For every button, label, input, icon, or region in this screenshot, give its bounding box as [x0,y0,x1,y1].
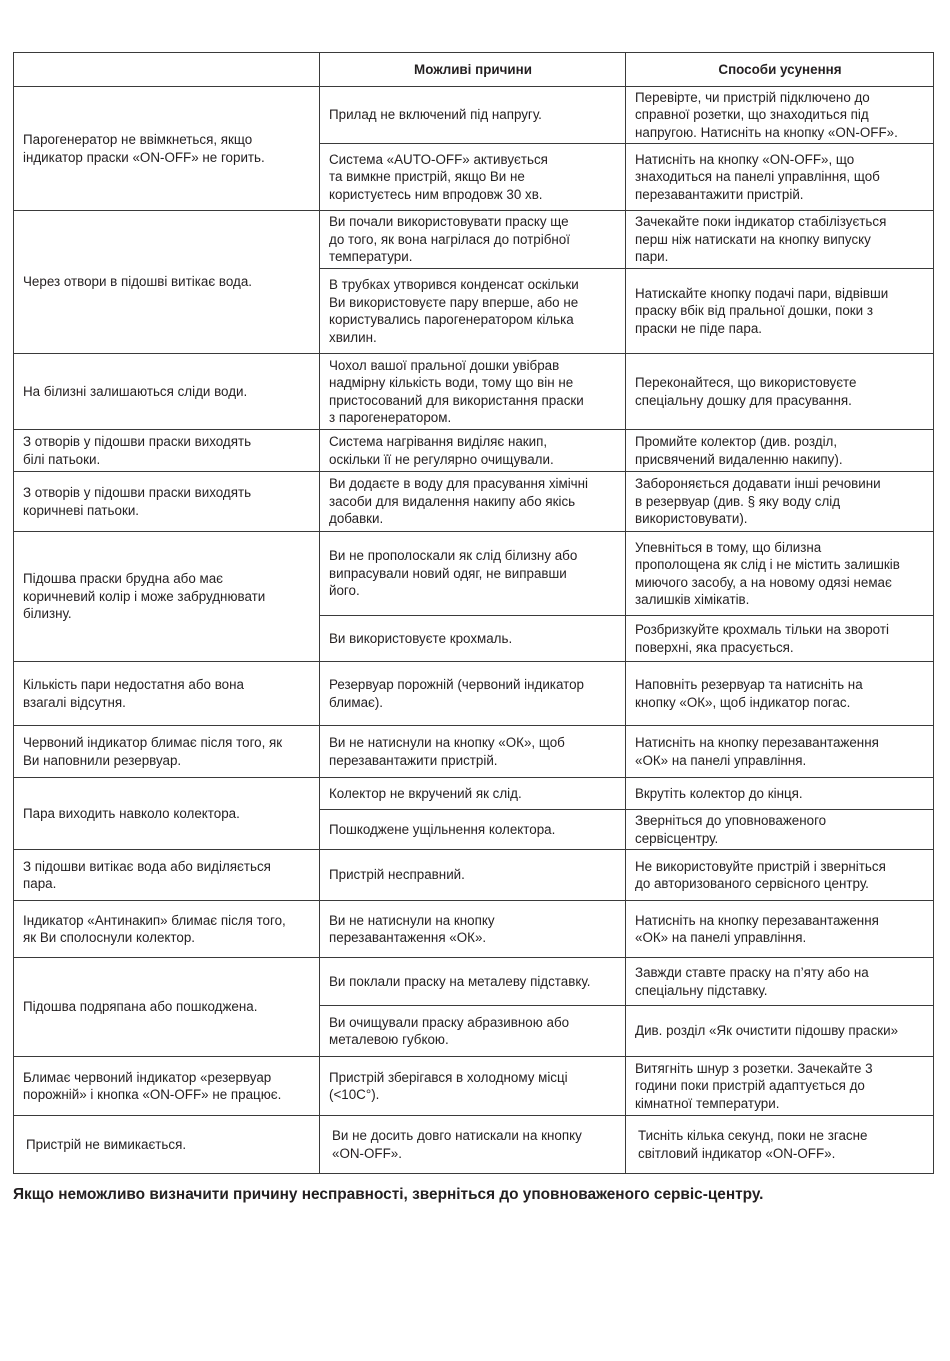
service-center-note: Якщо неможливо визначити причину несправності, зверніться до уповноваженого сервіс-центру. [13,1186,764,1203]
solution-cell: Вкрутіть колектор до кінця. [626,778,934,810]
table-header-row [14,53,934,87]
cause-cell: Резервуар порожній (червоний індикатор блимає). [320,662,626,726]
problem-cell: Червоний індикатор блимає після того, як Ви наповнили резервуар. [14,726,320,778]
solution-cell: Натисніть на кнопку перезавантаження «ОК» на панелі управління. [626,901,934,958]
cause-cell: Система «AUTO-OFF» активується та вимкне пристрій, якщо Ви не користуєтесь ним впродовж 30 хв. [320,144,626,211]
solution-cell: Тисніть кілька секунд, поки не згасне світловий індикатор «ON-OFF». [626,1116,934,1174]
table-row [14,532,934,616]
problem-cell: Пара виходить навколо колектора. [14,778,320,850]
problem-cell: З отворів у підошви праски виходять коричневі патьоки. [14,472,320,532]
solution-cell: Не використовуйте пристрій і зверніться до авторизованого сервісного центру. [626,850,934,901]
problem-cell: Пристрій не вимикається. [14,1116,320,1174]
table-row [14,662,934,726]
header-causes: Можливі причини [320,53,626,87]
cause-cell: Ви почали використовувати праску ще до того, як вона нагрілася до потрібної температури. [320,211,626,269]
solution-cell: Див. розділ «Як очистити підошву праски» [626,1006,934,1057]
solution-cell: Упевніться в тому, що білизна прополощена як слід і не містить залишків миючого засобу, а на новому одязі немає залишків хімікатів. [626,532,934,616]
problem-cell: З підошви витікає вода або виділяється пара. [14,850,320,901]
problem-cell: Підошва подряпана або пошкоджена. [14,958,320,1057]
cause-cell: Пристрій несправний. [320,850,626,901]
cause-cell: Ви поклали праску на металеву підставку. [320,958,626,1006]
solution-cell: Розбризкуйте крохмаль тільки на звороті поверхні, яка прасується. [626,616,934,662]
table-row [14,726,934,778]
cause-cell: Ви не досить довго натискали на кнопку «ON-OFF». [320,1116,626,1174]
table-row [14,850,934,901]
problem-cell: З отворів у підошви праски виходять білі патьоки. [14,430,320,472]
solution-cell: Промийте колектор (див. розділ, присвячений видаленню накипу). [626,430,934,472]
cause-cell: Ви не натиснули на кнопку «ОК», щоб перезавантажити пристрій. [320,726,626,778]
cause-cell: В трубках утворився конденсат оскільки Ви використовуєте пару вперше, або не користувались парогенератором кілька хвилин. [320,269,626,354]
cause-cell: Ви не прополоскали як слід білизну або випрасували новий одяг, не виправши його. [320,532,626,616]
solution-cell: Наповніть резервуар та натисніть на кнопку «ОК», щоб індикатор погас. [626,662,934,726]
solution-cell: Зачекайте поки індикатор стабілізується перш ніж натискати на кнопку випуску пари. [626,211,934,269]
problem-cell: Через отвори в підошві витікає вода. [14,211,320,354]
cause-cell: Ви додаєте в воду для прасування хімічні засоби для видалення накипу або якісь добавки. [320,472,626,532]
solution-cell: Забороняється додавати інші речовини в резервуар (див. § яку воду слід використовувати). [626,472,934,532]
table-row [14,430,934,472]
table-row [14,211,934,269]
troubleshooting-table [13,52,934,1174]
table-row [14,901,934,958]
solution-cell: Переконайтеся, що використовуєте спеціальну дошку для прасування. [626,354,934,430]
problem-cell: Кількість пари недостатня або вона взагалі відсутня. [14,662,320,726]
cause-cell: Прилад не включений під напругу. [320,87,626,144]
table-row [14,472,934,532]
table-row [14,1116,934,1174]
problem-cell: Блимає червоний індикатор «резервуар порожній» і кнопка «ON-OFF» не працює. [14,1057,320,1116]
header-problem [14,53,320,87]
table-row [14,778,934,810]
cause-cell: Пристрій зберігався в холодному місці (<10C°). [320,1057,626,1116]
problem-cell: Індикатор «Антинакип» блимає після того, як Ви сполоснули колектор. [14,901,320,958]
solution-cell: Зверніться до уповноваженого сервісцентру. [626,810,934,850]
problem-cell: Парогенератор не ввімкнеться, якщо індикатор праски «ON-OFF» не горить. [14,87,320,211]
cause-cell: Система нагрівання виділяє накип, оскільки її не регулярно очищували. [320,430,626,472]
header-solutions: Способи усунення [626,53,934,87]
solution-cell: Витягніть шнур з розетки. Зачекайте 3 години поки пристрій адаптується до кімнатної температури. [626,1057,934,1116]
cause-cell: Чохол вашої пральної дошки увібрав надмірну кількість води, тому що він не пристосований для використання праски з парогенератором. [320,354,626,430]
cause-cell: Ви очищували праску абразивною або металевою губкою. [320,1006,626,1057]
solution-cell: Перевірте, чи пристрій підключено до справної розетки, що знаходиться під напругою. Натисніть на кнопку «ON-OFF». [626,87,934,144]
cause-cell: Колектор не вкручений як слід. [320,778,626,810]
cause-cell: Ви не натиснули на кнопку перезавантаження «ОК». [320,901,626,958]
solution-cell: Завжди ставте праску на п’яту або на спеціальну підставку. [626,958,934,1006]
table-row [14,87,934,144]
table-row [14,1057,934,1116]
solution-cell: Натискайте кнопку подачі пари, відвівши праску вбік від пральної дошки, поки з праски не піде пара. [626,269,934,354]
problem-cell: Підошва праски брудна або має коричневий колір і може забруднювати білизну. [14,532,320,662]
table-row [14,354,934,430]
solution-cell: Натисніть на кнопку перезавантаження «ОК» на панелі управління. [626,726,934,778]
cause-cell: Пошкоджене ущільнення колектора. [320,810,626,850]
table-row [14,958,934,1006]
solution-cell: Натисніть на кнопку «ON-OFF», що знаходиться на панелі управління, щоб перезавантажити пристрій. [626,144,934,211]
problem-cell: На білизні залишаються сліди води. [14,354,320,430]
cause-cell: Ви використовуєте крохмаль. [320,616,626,662]
